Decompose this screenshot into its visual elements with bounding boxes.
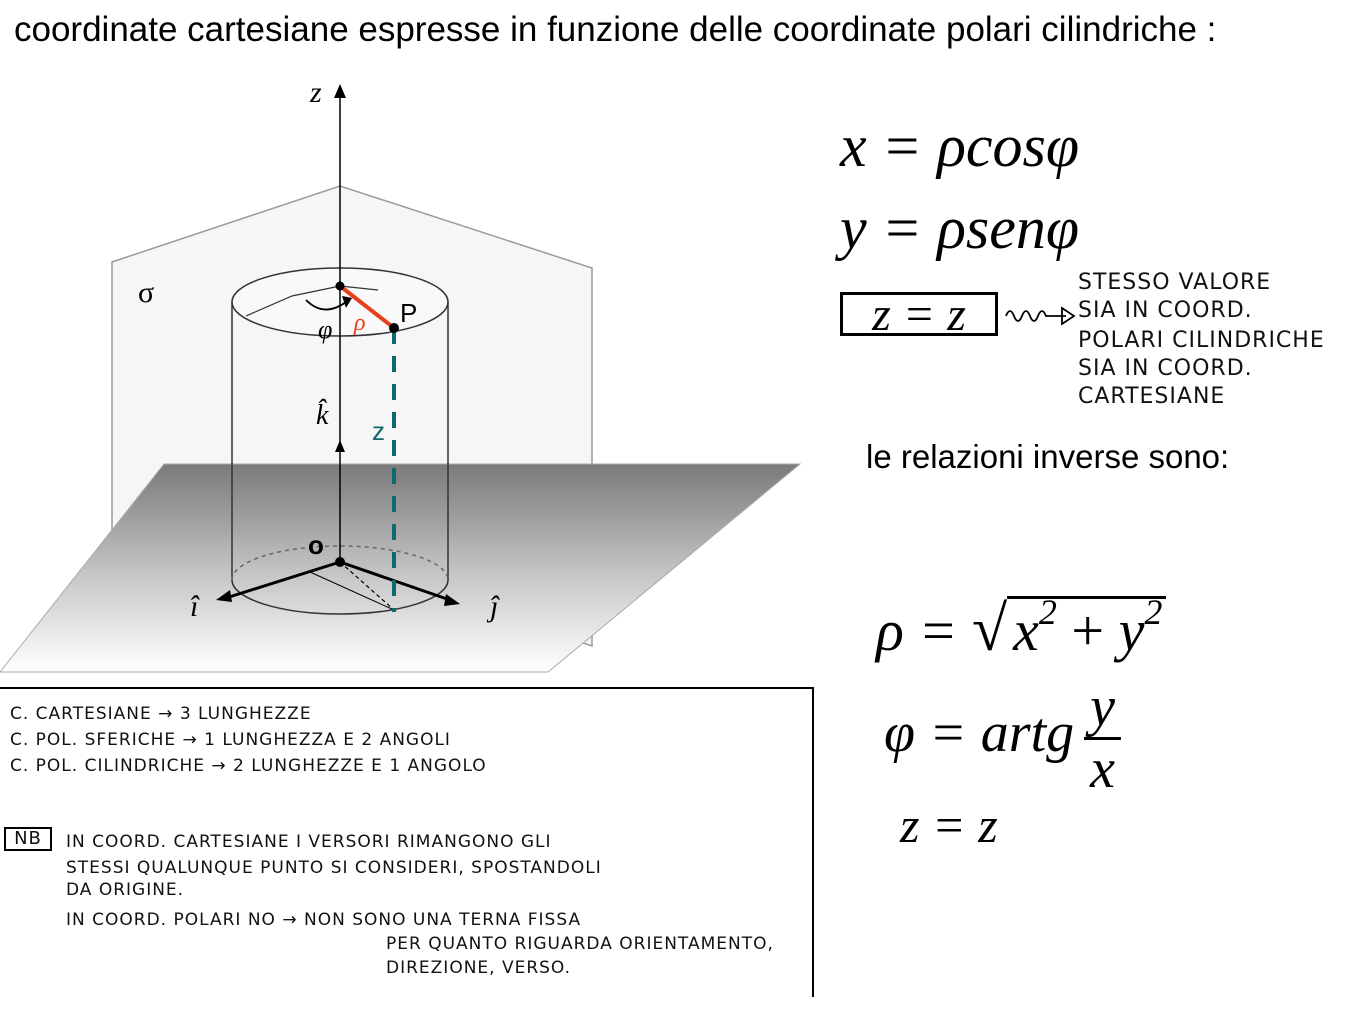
sqrt-body bbox=[1007, 592, 1166, 663]
j-unit-label: ĵ bbox=[490, 590, 499, 623]
rho-x: x bbox=[1013, 598, 1039, 663]
point-p bbox=[389, 323, 399, 333]
rho-equation bbox=[876, 592, 1166, 664]
nb-badge: NB bbox=[4, 827, 52, 851]
nb-line-1: IN COORD. CARTESIANE I VERSORI RIMANGONO GLI bbox=[66, 832, 552, 852]
origin-point bbox=[335, 557, 345, 567]
phi-equation bbox=[884, 678, 1121, 799]
note-spherical: C. POL. SFERICHE → 1 LUNGHEZZA E 2 ANGOLI bbox=[10, 730, 451, 750]
page-title: coordinate cartesiane espresse in funzione delle coordinate polari cilindriche : bbox=[14, 10, 1217, 49]
inverse-relations-label: le relazioni inverse sono: bbox=[866, 438, 1230, 475]
sqrt-sign-icon: √ bbox=[971, 593, 1008, 664]
note-cylindrical: C. POL. CILINDRICHE → 2 LUNGHEZZE E 1 ANGOLO bbox=[10, 756, 487, 776]
phi-label: φ bbox=[318, 315, 333, 344]
nb-line-4: IN COORD. POLARI NO → NON SONO UNA TERNA FISSA bbox=[66, 910, 582, 930]
nb-line-6: DIREZIONE, VERSO. bbox=[386, 958, 572, 978]
origin-label: o bbox=[308, 530, 324, 560]
rho-equation-lhs: ρ = bbox=[876, 598, 958, 663]
z-note-line-5: CARTESIANE bbox=[1078, 384, 1226, 409]
sigma-label: σ bbox=[138, 276, 155, 309]
height-label: z bbox=[372, 416, 385, 446]
fraction-numerator: y bbox=[1084, 678, 1121, 740]
z-axis-arrow bbox=[334, 84, 346, 98]
z-axis-label: z bbox=[310, 76, 322, 109]
rho-plus: + bbox=[1056, 598, 1119, 663]
x-equation: x = ρcosφ bbox=[840, 113, 1080, 179]
z-note-line-2: SIA IN COORD. bbox=[1078, 298, 1253, 323]
nb-line-3: DA ORIGINE. bbox=[66, 880, 185, 900]
fraction-denominator: x bbox=[1090, 737, 1115, 800]
x-exponent: 2 bbox=[1038, 592, 1057, 632]
nb-line-2: STESSI QUALUNQUE PUNTO SI CONSIDERI, SPOSTANDOLI bbox=[66, 858, 602, 878]
y-equation: y = ρsenφ bbox=[840, 195, 1080, 261]
rho-y: y bbox=[1118, 598, 1145, 663]
i-unit-label: î bbox=[190, 590, 199, 623]
rho-label: ρ bbox=[354, 310, 366, 336]
y-over-x-fraction bbox=[1084, 678, 1121, 799]
z-note-line-3: POLARI CILINDRICHE bbox=[1078, 328, 1325, 353]
squiggle-arrow-icon bbox=[1004, 300, 1076, 330]
k-unit-label: k̂ bbox=[316, 400, 329, 431]
y-exponent: 2 bbox=[1144, 592, 1163, 632]
z-equation-boxed: z = z bbox=[840, 292, 998, 336]
z-note-line-4: SIA IN COORD. bbox=[1078, 356, 1253, 381]
cylindrical-coordinates-diagram bbox=[0, 0, 820, 690]
axis-top-point bbox=[336, 282, 345, 291]
point-p-label: P bbox=[400, 298, 418, 328]
z-note-line-1: STESSO VALORE bbox=[1078, 270, 1272, 295]
nb-line-5: PER QUANTO RIGUARDA ORIENTAMENTO, bbox=[386, 934, 774, 954]
phi-equation-lhs: φ = artg bbox=[884, 702, 1075, 765]
z-equation-2: z = z bbox=[900, 797, 998, 853]
note-cartesian: C. CARTESIANE → 3 LUNGHEZZE bbox=[10, 704, 312, 724]
